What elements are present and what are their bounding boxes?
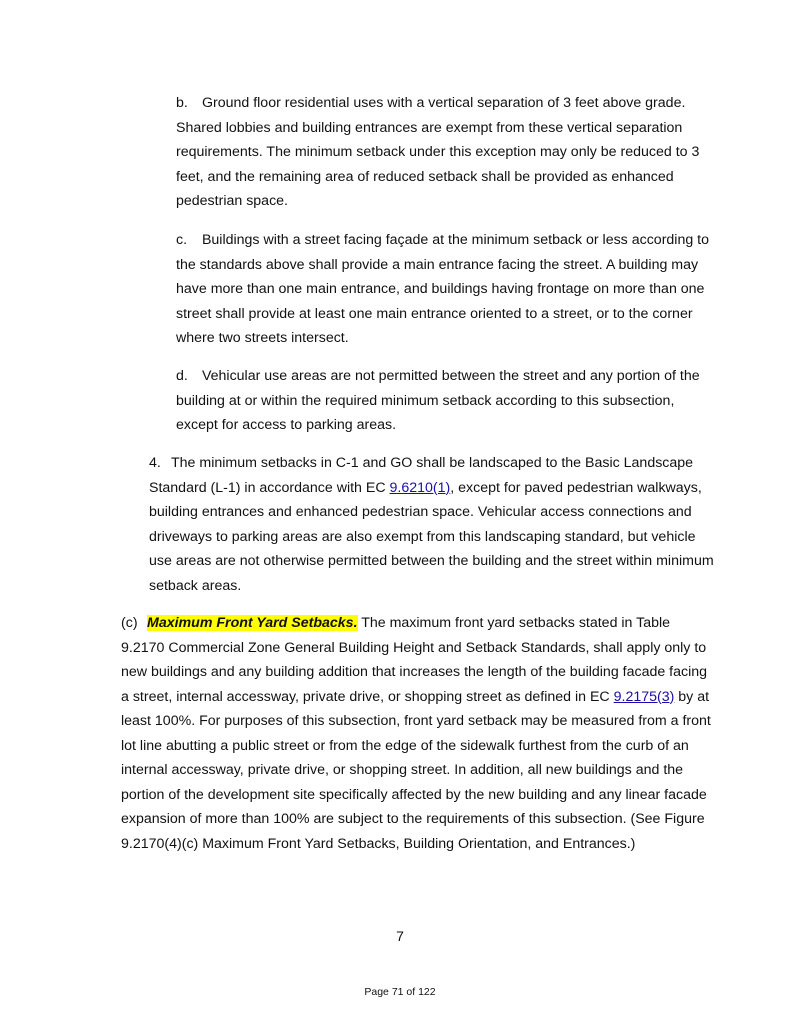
maximum-front-yard-setbacks-heading: Maximum Front Yard Setbacks. xyxy=(147,615,358,631)
paragraph-main-c-text-after: by at least 100%. For purposes of this subsection, front yard setback may be measured from a front lot line abutting a public street or from the edge of the sidewalk furthest from the curb of an internal accessway, private drive, or shopping street. In addition, all new buildings and the portion of the development site specifically affected by the new building and any linear facade expansion of more than 100% are subject to the requirements of this subsection. (See Figure 9.2170(4)(c) Maximum Front Yard Setbacks, Building Orientation, and Entrances.) xyxy=(121,688,711,852)
paragraph-c-label: c. xyxy=(176,232,188,248)
paragraph-d-text: Vehicular use areas are not permitted between the street and any portion of the building at or within the required minimum setback according to this subsection, except for access to parking areas. xyxy=(176,368,700,433)
paragraph-b-label: b. xyxy=(176,95,188,111)
page-footer: Page 71 of 122 xyxy=(364,986,436,998)
ec-9-6210-1-link[interactable]: 9.6210(1) xyxy=(389,479,451,496)
page-number: 7 xyxy=(396,928,404,944)
ec-9-2175-3-link[interactable]: 9.2175(3) xyxy=(613,688,675,705)
paragraph-d xyxy=(176,364,716,438)
paragraph-c xyxy=(176,228,716,351)
paragraph-b-text: Ground floor residential uses with a vertical separation of 3 feet above grade. Shared lobbies and building entrances are exempt from these vertical separation requirements. The minimum setback under this exception may only be reduced to 3 feet, and the remaining area of reduced setback shall be provided as enhanced pedestrian space. xyxy=(176,95,700,209)
paragraph-main-c-label: (c) xyxy=(121,615,138,631)
paragraph-main-c-text-before: The maximum front yard setbacks stated in Table 9.2170 Commercial Zone General Building Height and Setback Standards, shall apply only to new buildings and any building addition that increases the length of the building facade facing a street, internal accessway, private drive, or shopping street as defined in EC xyxy=(121,615,708,705)
paragraph-item-4 xyxy=(149,451,715,598)
paragraph-item-4-label: 4. xyxy=(149,455,161,471)
paragraph-d-label: d. xyxy=(176,368,188,384)
paragraph-max-front-yard-setbacks xyxy=(121,611,715,856)
paragraph-b xyxy=(176,91,716,214)
paragraph-item-4-text-before: The minimum setbacks in C-1 and GO shall be landscaped to the Basic Landscape Standard (L-1) in accordance with EC xyxy=(149,455,694,496)
paragraph-item-4-text-after: , except for paved pedestrian walkways, building entrances and enhanced pedestrian space. Vehicular access connections and driveways to parking areas are also exempt from this landscaping standard, but vehicle use areas are not otherwise permitted between the building and the street within minimum setback areas. xyxy=(149,479,714,594)
paragraph-c-text: Buildings with a street facing façade at the minimum setback or less according to the standards above shall provide a main entrance facing the street. A building may have more than one main entrance, and buildings having frontage on more than one street shall provide at least one main entrance oriented to a street, or to the corner where two streets intersect. xyxy=(176,232,710,346)
